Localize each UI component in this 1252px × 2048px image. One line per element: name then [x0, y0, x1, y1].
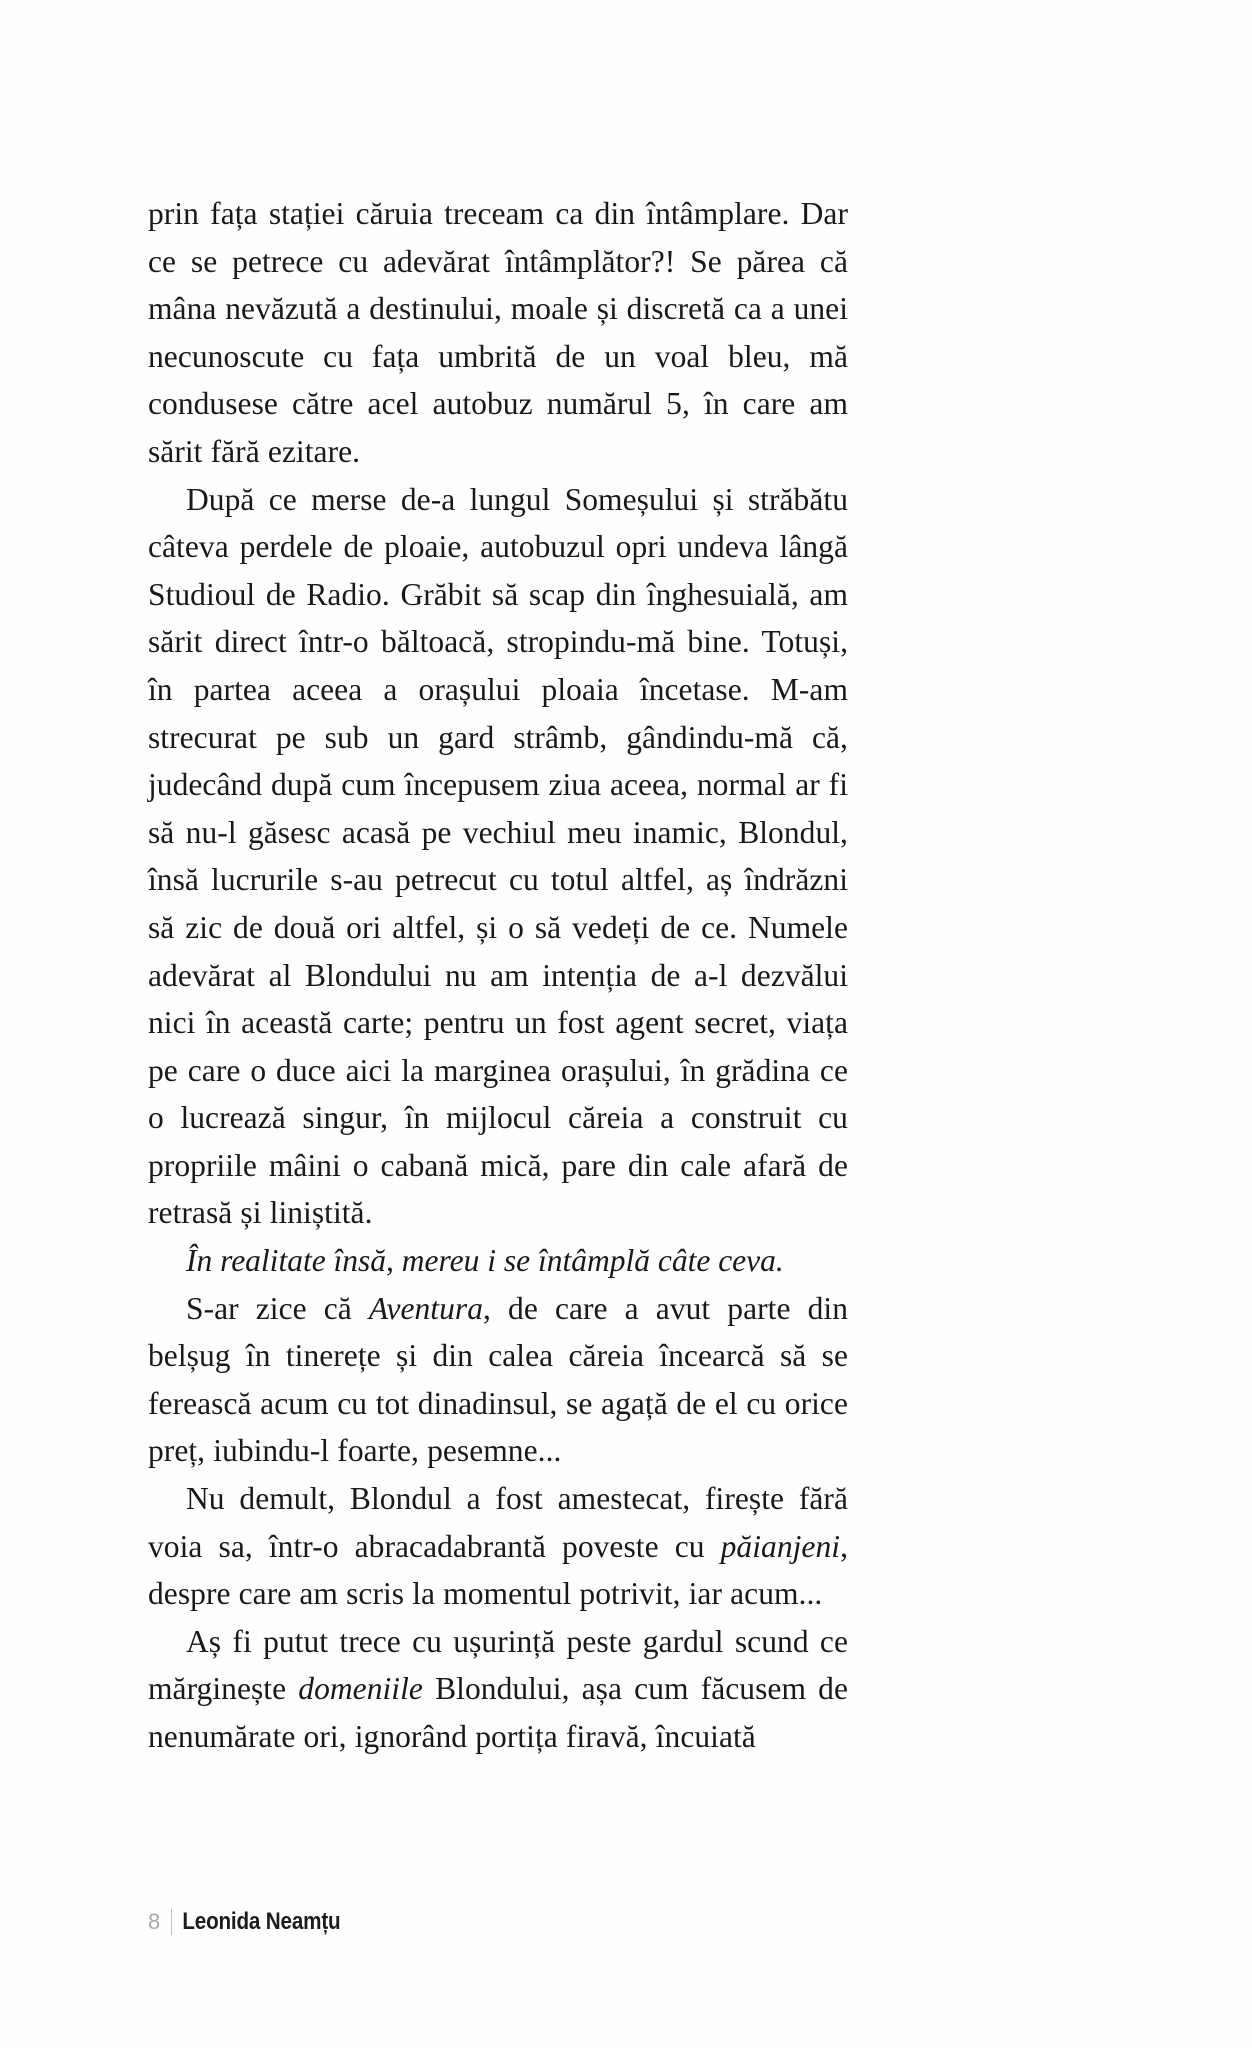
text-run: , de care a avut parte din belșug în tinerețe și din calea căreia încearcă să se ferească acum cu tot dinadinsul, se agață de el cu orice preț, iubindu-l foarte, pesemne...: [148, 1290, 848, 1469]
paragraph-nu-demult: [148, 1475, 848, 1618]
text-run: S-ar zice că: [186, 1290, 369, 1326]
paragraph-continuation: prin fața stației căruia treceam ca din întâmplare. Dar ce se petrece cu adevărat întâmplător?! Se părea că mâna nevăzută a destinului, moale și discretă ca a unei necunoscute cu fața umbrită de un voal bleu, mă condusese către acel autobuz numărul 5, în care am sărit fără ezitare.: [148, 196, 848, 469]
page-text-block: [148, 190, 848, 1761]
paragraph-dupa-ce-merse: După ce merse de-a lungul Someșului și străbătu câteva perdele de ploaie, autobuzul opri undeva lângă Studioul de Radio. Grăbit să scap din înghesuială, am sărit direct într-o băltoacă, stropindu-mă bine. Totuși, în partea aceea a orașului ploaia încetase. M-am strecurat pe sub un gard strâmb, gândindu-mă că, judecând după cum începusem ziua aceea, normal ar fi să nu-l găsesc acasă pe vechiul meu inamic, Blondul, însă lucrurile s-au petrecut cu totul altfel, aș îndrăzni să zic de două ori altfel, și o să vedeți de ce. Numele adevărat al Blondului nu am intenția de a-l dezvălui nici în această carte; pentru un fost agent secret, viața pe care o duce aici la marginea orașului, în grădina ce o lucrează singur, în mijlocul căreia a construit cu propriile mâini o cabană mică, pare din cale afară de retrasă și liniștită.: [148, 481, 848, 1231]
italic-emphasis-aventura: Aventura: [368, 1290, 484, 1326]
text-run: , despre care am scris la momentul potrivit, iar acum...: [148, 1528, 848, 1612]
running-foot-author: Leonida Neamțu: [182, 1908, 341, 1935]
text-run: Blondului, așa cum făcusem de nenumărate ori, ignorând portița firavă, încuiată: [148, 1671, 848, 1754]
italic-emphasis-domeniile: domeniile: [298, 1671, 423, 1707]
text-run: Aș fi putut trece cu ușurință peste gardul scund ce mărginește: [148, 1623, 848, 1707]
running-foot: [148, 1905, 368, 1939]
paragraph-as-fi-putut: [148, 1618, 848, 1761]
paragraph-s-ar-zice: [148, 1285, 848, 1475]
text-run: Nu demult, Blondul a fost amestecat, firește fără voia sa, într-o abracadabrantă poveste cu: [148, 1481, 848, 1564]
page-number: 8: [148, 1909, 161, 1934]
paragraph-in-realitate: În realitate însă, mereu i se întâmplă câte ceva.: [186, 1243, 784, 1279]
italic-emphasis-paianjeni: păianjeni: [720, 1528, 841, 1564]
